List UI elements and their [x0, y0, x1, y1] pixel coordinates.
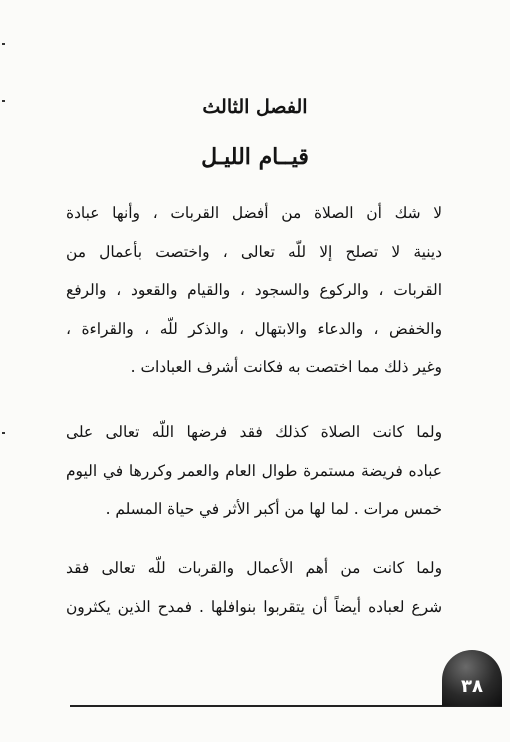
text-line: القربات ، والركوع والسجود ، والقيام والقعود ، والرفع — [66, 281, 442, 300]
margin-mark — [2, 43, 5, 45]
chapter-heading: الفصل الثالث — [202, 96, 308, 118]
margin-mark — [2, 432, 5, 434]
footer-rule — [70, 705, 502, 707]
paragraph-1 — [66, 194, 442, 387]
text-line: والخفض ، والدعاء والابتهال ، والذكر للّه ، والقراءة ، — [66, 319, 442, 338]
text-line: عباده فريضة مستمرة طوال العام والعمر وكررها في اليوم — [66, 461, 442, 480]
paragraph-3 — [66, 549, 442, 626]
text-line: شرع لعباده أيضاً أن يتقربوا بنوافلها . فمدح الذين يكثرون — [66, 597, 442, 616]
text-line: ولما كانت من أهم الأعمال والقربات للّه تعالى فقد — [66, 559, 442, 577]
text-line: خمس مرات . لما لها من أكبر الأثر في حياة المسلم . — [105, 500, 442, 519]
text-line: لا شك أن الصلاة من أفضل القربات ، وأنها عبادة — [66, 204, 442, 222]
section-title: قيــام الليـل — [201, 144, 309, 170]
text-line: دينية لا تصلح إلا للّه تعالى ، واختصت بأعمال من — [66, 242, 442, 261]
paragraph-2 — [66, 413, 442, 529]
page-number: ٣٨ — [461, 676, 483, 697]
text-line: وغير ذلك مما اختصت به فكانت أشرف العبادات . — [130, 358, 442, 377]
text-line: ولما كانت الصلاة كذلك فقد فرضها اللّه تعالى على — [66, 423, 442, 441]
